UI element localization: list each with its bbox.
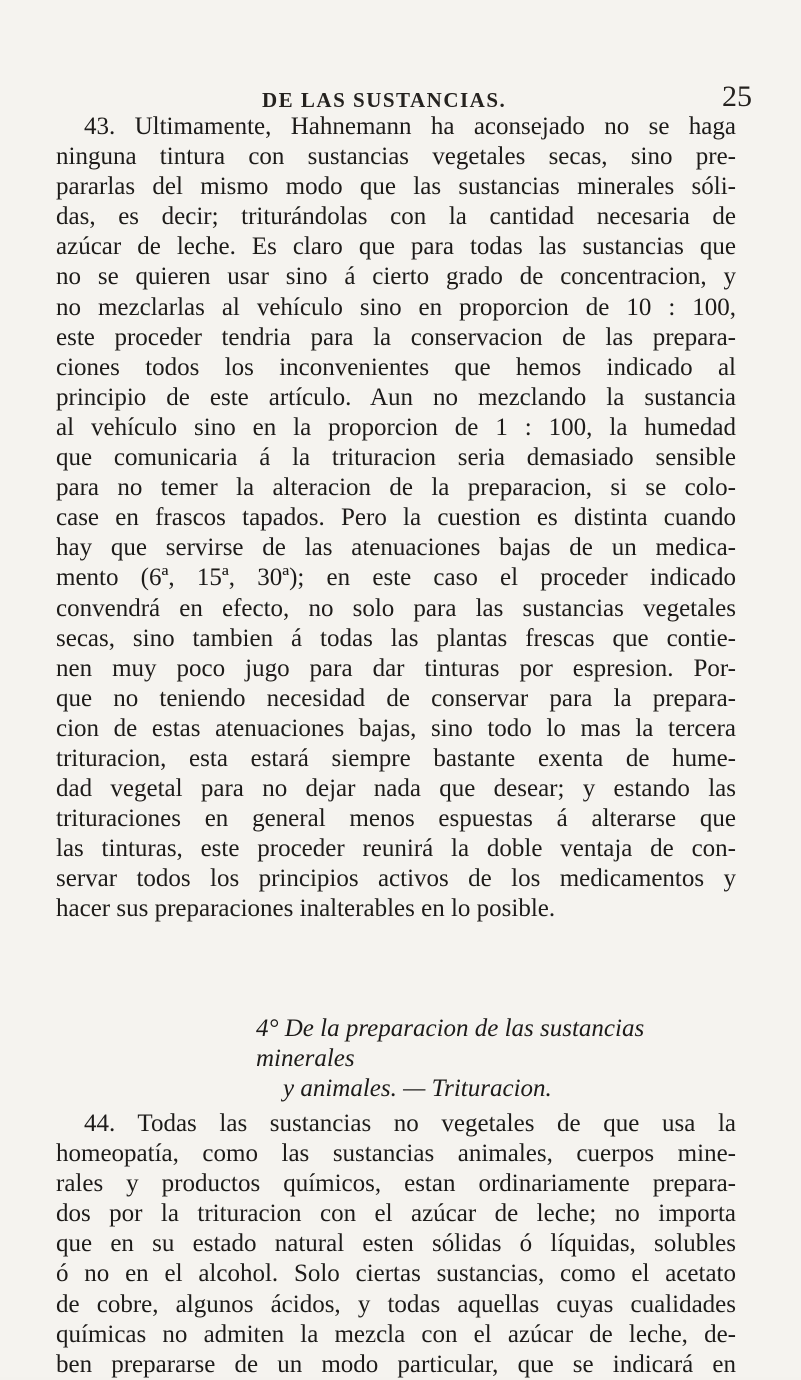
text-line: 44. Todas las sustancias no vegetales de que usa la: [84, 1110, 736, 1137]
text-line: al vehículo sino en la proporcion de 1 : 100, la humedad: [56, 413, 736, 441]
text-line: que en su estado natural esten sólidas ó líquidas, solubles: [56, 1230, 736, 1258]
text-line: 43. Ultimamente, Hahnemann ha aconsejado no se haga: [84, 113, 736, 140]
text-line: convendrá en efecto, no solo para las sustancias vegetales: [56, 594, 736, 622]
text-line: principio de este artículo. Aun no mezclando la sustancia: [56, 383, 736, 411]
text-line: dos por la trituracion con el azúcar de leche; no importa: [56, 1200, 736, 1228]
text-line: ben prepararse de un modo particular, que se indicará en: [56, 1350, 736, 1378]
text-line: no se quieren usar sino á cierto grado de concentracion, y: [56, 263, 736, 291]
text-line: de cobre, algunos ácidos, y todas aquellas cuyas cualidades: [56, 1290, 736, 1318]
text-line: ó no en el alcohol. Solo ciertas sustancias, como el acetato: [56, 1260, 736, 1288]
text-line: dad vegetal para no dejar nada que desear; y estando las: [56, 775, 736, 803]
text-line: pararlas del mismo modo que las sustancias minerales sóli-: [56, 173, 736, 201]
text-line: ciones todos los inconvenientes que hemos indicado al: [56, 353, 736, 381]
text-line: para no temer la alteracion de la preparacion, si se colo-: [56, 474, 736, 502]
text-line: mento (6ª, 15ª, 30ª); en este caso el proceder indicado: [56, 564, 736, 592]
paragraph-44: [56, 1109, 736, 1380]
text-line: químicas no admiten la mezcla con el azúcar de leche, de-: [56, 1320, 736, 1348]
text-line: este proceder tendria para la conservacion de las prepara-: [56, 323, 736, 351]
section-heading-line: y animales. — Trituracion.: [283, 1075, 552, 1103]
text-line: que no teniendo necesidad de conservar para la prepara-: [56, 684, 736, 712]
section-heading-line: 4° De la preparacion de las sustancias minerales: [256, 1015, 645, 1073]
text-line: hay que servirse de las atenuaciones bajas de un medica-: [56, 534, 736, 562]
text-line: no mezclarlas al vehículo sino en proporcion de 10 : 100,: [56, 293, 736, 321]
text-line: nen muy poco jugo para dar tinturas por espresion. Por-: [56, 654, 736, 682]
text-line: ninguna tintura con sustancias vegetales secas, sino pre-: [56, 143, 736, 171]
text-line: rales y productos químicos, estan ordinariamente prepara-: [56, 1170, 736, 1198]
text-line: que comunicaria á la trituracion seria demasiado sensible: [56, 444, 736, 472]
paragraph-43: [56, 112, 736, 925]
text-line: servar todos los principios activos de los medicamentos y: [56, 865, 736, 893]
text-line: das, es decir; triturándolas con la cantidad necesaria de: [56, 203, 736, 231]
text-line: homeopatía, como las sustancias animales, cuerpos mine-: [56, 1140, 736, 1168]
text-line: las tinturas, este proceder reunirá la doble ventaja de con-: [56, 835, 736, 863]
text-line: azúcar de leche. Es claro que para todas las sustancias que: [56, 233, 736, 261]
text-line: cion de estas atenuaciones bajas, sino todo lo mas la tercera: [56, 714, 736, 742]
text-line: secas, sino tambien á todas las plantas frescas que contie-: [56, 624, 736, 652]
section-heading: [56, 1014, 736, 1104]
text-line: hacer sus preparaciones inalterables en lo posible.: [56, 895, 556, 923]
text-line: case en frascos tapados. Pero la cuestion es distinta cuando: [56, 504, 736, 532]
running-head: DE LAS SUSTANCIAS.: [262, 88, 507, 112]
text-line: trituraciones en general menos espuestas á alterarse que: [56, 805, 736, 833]
text-line: trituracion, esta estará siempre bastante exenta de hume-: [56, 744, 736, 772]
page-number: 25: [722, 80, 752, 113]
